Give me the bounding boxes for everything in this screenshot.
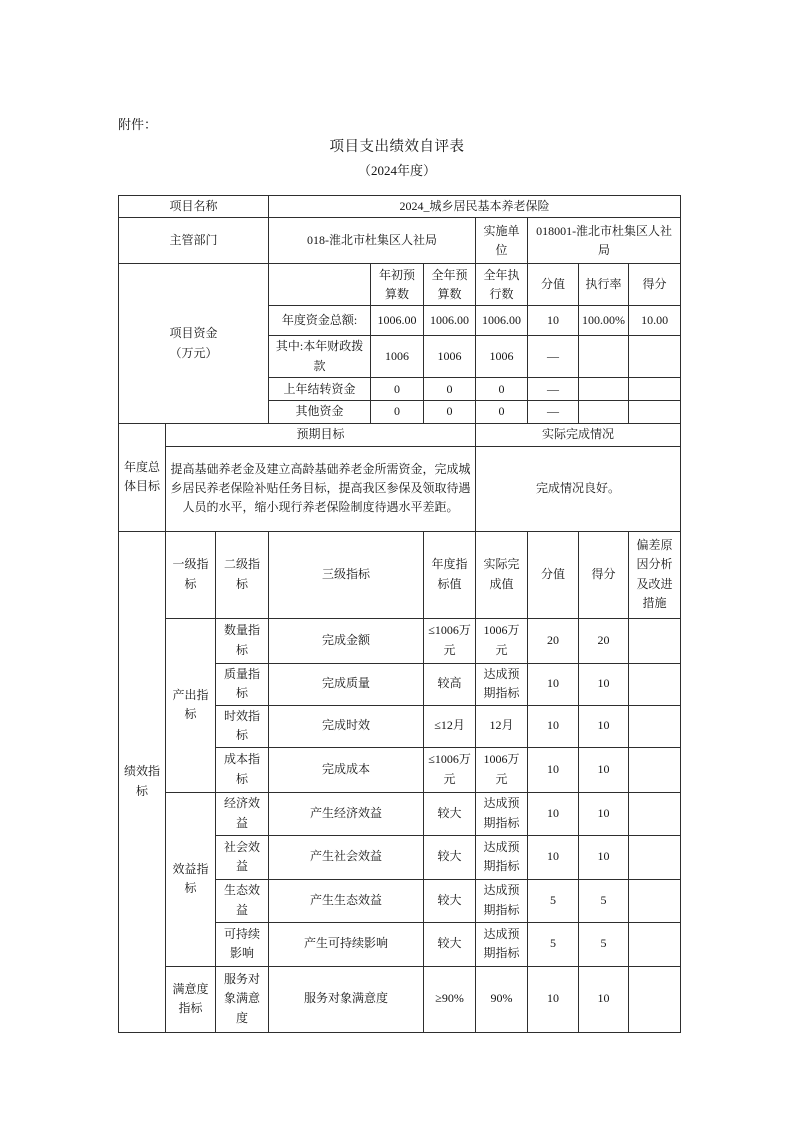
indicator-target: ≤1006万元: [424, 747, 476, 792]
funding-section-label: [119, 264, 269, 423]
indicator-level2: 质量指标: [216, 663, 269, 705]
indicators-header-level1: 一级指标: [166, 531, 216, 618]
indicator-level3: 产生可持续影响: [269, 922, 424, 966]
indicator-level3: 产生生态效益: [269, 879, 424, 922]
indicator-deviation: [629, 792, 681, 835]
project-name-label: 项目名称: [119, 196, 269, 218]
indicator-points: 10: [528, 747, 579, 792]
dept-label: 主管部门: [119, 218, 269, 264]
indicator-level2: 经济效益: [216, 792, 269, 835]
funding-header-annual: 全年预算数: [424, 264, 476, 306]
funding-fiscal-initial: 1006: [371, 336, 424, 378]
funding-carryover-label: 上年结转资金: [269, 378, 371, 401]
indicator-level3: 服务对象满意度: [269, 966, 424, 1032]
funding-fiscal-points: —: [528, 336, 579, 378]
indicator-actual: 达成预期指标: [476, 835, 528, 879]
self-evaluation-table: [118, 195, 681, 1033]
indicator-score: 10: [579, 705, 629, 747]
row-goal-content: [119, 446, 681, 531]
indicator-score: 20: [579, 618, 629, 663]
indicator-level3: 完成质量: [269, 663, 424, 705]
indicators-header-points: 分值: [528, 531, 579, 618]
funding-total-rate: 100.00%: [579, 306, 629, 336]
funding-other-label: 其他资金: [269, 401, 371, 423]
indicator-target: 较大: [424, 922, 476, 966]
indicator-target: 较大: [424, 879, 476, 922]
indicator-level2: 生态效益: [216, 879, 269, 922]
indicator-level2: 成本指标: [216, 747, 269, 792]
indicator-points: 20: [528, 618, 579, 663]
indicator-actual: 达成预期指标: [476, 879, 528, 922]
indicator-row: [119, 792, 681, 835]
funding-total-executed: 1006.00: [476, 306, 528, 336]
goal-actual-text: 完成情况良好。: [476, 446, 681, 531]
goal-expected-header: 预期目标: [166, 423, 476, 446]
indicator-deviation: [629, 879, 681, 922]
indicator-level2: 服务对象满意度: [216, 966, 269, 1032]
funding-carryover-score: [629, 378, 681, 401]
funding-total-points: 10: [528, 306, 579, 336]
funding-total-annual: 1006.00: [424, 306, 476, 336]
indicator-score: 10: [579, 747, 629, 792]
indicators-header-actual: 实际完成值: [476, 531, 528, 618]
funding-header-initial: 年初预算数: [371, 264, 424, 306]
page-title: 项目支出绩效自评表: [329, 139, 465, 155]
funding-fiscal-executed: 1006: [476, 336, 528, 378]
row-goal-header: [119, 423, 681, 446]
indicator-level3: 完成时效: [269, 705, 424, 747]
indicator-level2: 时效指标: [216, 705, 269, 747]
indicator-level3: 完成金额: [269, 618, 424, 663]
indicator-points: 10: [528, 663, 579, 705]
row-project-name: [119, 196, 681, 218]
indicator-target: 较大: [424, 835, 476, 879]
funding-label-line2: （万元）: [169, 345, 218, 360]
indicator-deviation: [629, 618, 681, 663]
row-department: [119, 218, 681, 264]
indicator-score: 10: [579, 835, 629, 879]
indicator-group-benefit: 效益指标: [166, 792, 216, 966]
indicator-score: 5: [579, 922, 629, 966]
funding-header-score: 得分: [629, 264, 681, 306]
goal-expected-text: 提高基础养老金及建立高龄基础养老金所需资金，完成城乡居民养老保险补贴任务目标，提高我区参保及领取待遇人员的水平，缩小现行养老保险制度待遇水平差距。: [166, 446, 476, 531]
indicator-level3: 完成成本: [269, 747, 424, 792]
indicator-actual: 达成预期指标: [476, 792, 528, 835]
indicator-group-satisfaction: 满意度指标: [166, 966, 216, 1032]
funding-fiscal-rate: [579, 336, 629, 378]
attachment-label: 附件：: [118, 117, 158, 132]
funding-fiscal-label: 其中:本年财政拨款: [269, 336, 371, 378]
funding-carryover-initial: 0: [371, 378, 424, 401]
indicator-points: 10: [528, 705, 579, 747]
funding-other-initial: 0: [371, 401, 424, 423]
indicator-level2: 数量指标: [216, 618, 269, 663]
indicator-deviation: [629, 835, 681, 879]
indicator-deviation: [629, 747, 681, 792]
indicator-target: ≥90%: [424, 966, 476, 1032]
funding-other-score: [629, 401, 681, 423]
indicator-group-output: 产出指标: [166, 618, 216, 792]
funding-header-points: 分值: [528, 264, 579, 306]
dept-value: 018-淮北市杜集区人社局: [269, 218, 476, 264]
indicator-target: 较大: [424, 792, 476, 835]
impl-unit-label: 实施单位: [476, 218, 528, 264]
indicators-header-score: 得分: [579, 531, 629, 618]
page-subtitle: （2024年度）: [357, 163, 436, 178]
indicator-deviation: [629, 922, 681, 966]
funding-other-rate: [579, 401, 629, 423]
funding-carryover-points: —: [528, 378, 579, 401]
indicator-actual: 达成预期指标: [476, 663, 528, 705]
indicator-points: 10: [528, 835, 579, 879]
indicator-score: 10: [579, 663, 629, 705]
indicator-target: ≤12月: [424, 705, 476, 747]
indicator-actual: 1006万元: [476, 618, 528, 663]
indicator-points: 10: [528, 792, 579, 835]
indicators-header-level3: 三级指标: [269, 531, 424, 618]
row-funding-header: [119, 264, 681, 306]
indicator-row: [119, 966, 681, 1032]
indicator-actual: 12月: [476, 705, 528, 747]
project-name-value: 2024_城乡居民基本养老保险: [269, 196, 681, 218]
indicator-score: 10: [579, 966, 629, 1032]
goal-section-label: 年度总体目标: [119, 423, 166, 531]
indicator-score: 10: [579, 792, 629, 835]
goal-actual-header: 实际完成情况: [476, 423, 681, 446]
indicator-deviation: [629, 966, 681, 1032]
funding-other-points: —: [528, 401, 579, 423]
funding-total-initial: 1006.00: [371, 306, 424, 336]
indicator-target: ≤1006万元: [424, 618, 476, 663]
indicator-actual: 1006万元: [476, 747, 528, 792]
indicators-header-deviation: 偏差原因分析及改进措施: [629, 531, 681, 618]
indicator-deviation: [629, 705, 681, 747]
funding-total-label: 年度资金总额:: [269, 306, 371, 336]
funding-carryover-rate: [579, 378, 629, 401]
indicator-level2: 可持续影响: [216, 922, 269, 966]
indicators-header-target: 年度指标值: [424, 531, 476, 618]
indicators-section-label: 绩效指标: [119, 531, 166, 1032]
row-indicators-header: [119, 531, 681, 618]
funding-header-rate: 执行率: [579, 264, 629, 306]
funding-carryover-annual: 0: [424, 378, 476, 401]
indicator-points: 10: [528, 966, 579, 1032]
impl-unit-value: 018001-淮北市杜集区人社局: [528, 218, 681, 264]
funding-label-line1: 项目资金: [169, 326, 218, 341]
funding-header-empty: [269, 264, 371, 306]
indicator-deviation: [629, 663, 681, 705]
indicator-level3: 产生社会效益: [269, 835, 424, 879]
funding-fiscal-annual: 1006: [424, 336, 476, 378]
indicator-row: [119, 618, 681, 663]
indicator-target: 较高: [424, 663, 476, 705]
funding-other-annual: 0: [424, 401, 476, 423]
indicator-score: 5: [579, 879, 629, 922]
indicators-header-level2: 二级指标: [216, 531, 269, 618]
indicator-actual: 达成预期指标: [476, 922, 528, 966]
indicator-points: 5: [528, 879, 579, 922]
indicator-actual: 90%: [476, 966, 528, 1032]
indicator-level3: 产生经济效益: [269, 792, 424, 835]
funding-total-score: 10.00: [629, 306, 681, 336]
funding-carryover-executed: 0: [476, 378, 528, 401]
funding-fiscal-score: [629, 336, 681, 378]
funding-other-executed: 0: [476, 401, 528, 423]
indicator-points: 5: [528, 922, 579, 966]
funding-header-executed: 全年执行数: [476, 264, 528, 306]
indicator-level2: 社会效益: [216, 835, 269, 879]
